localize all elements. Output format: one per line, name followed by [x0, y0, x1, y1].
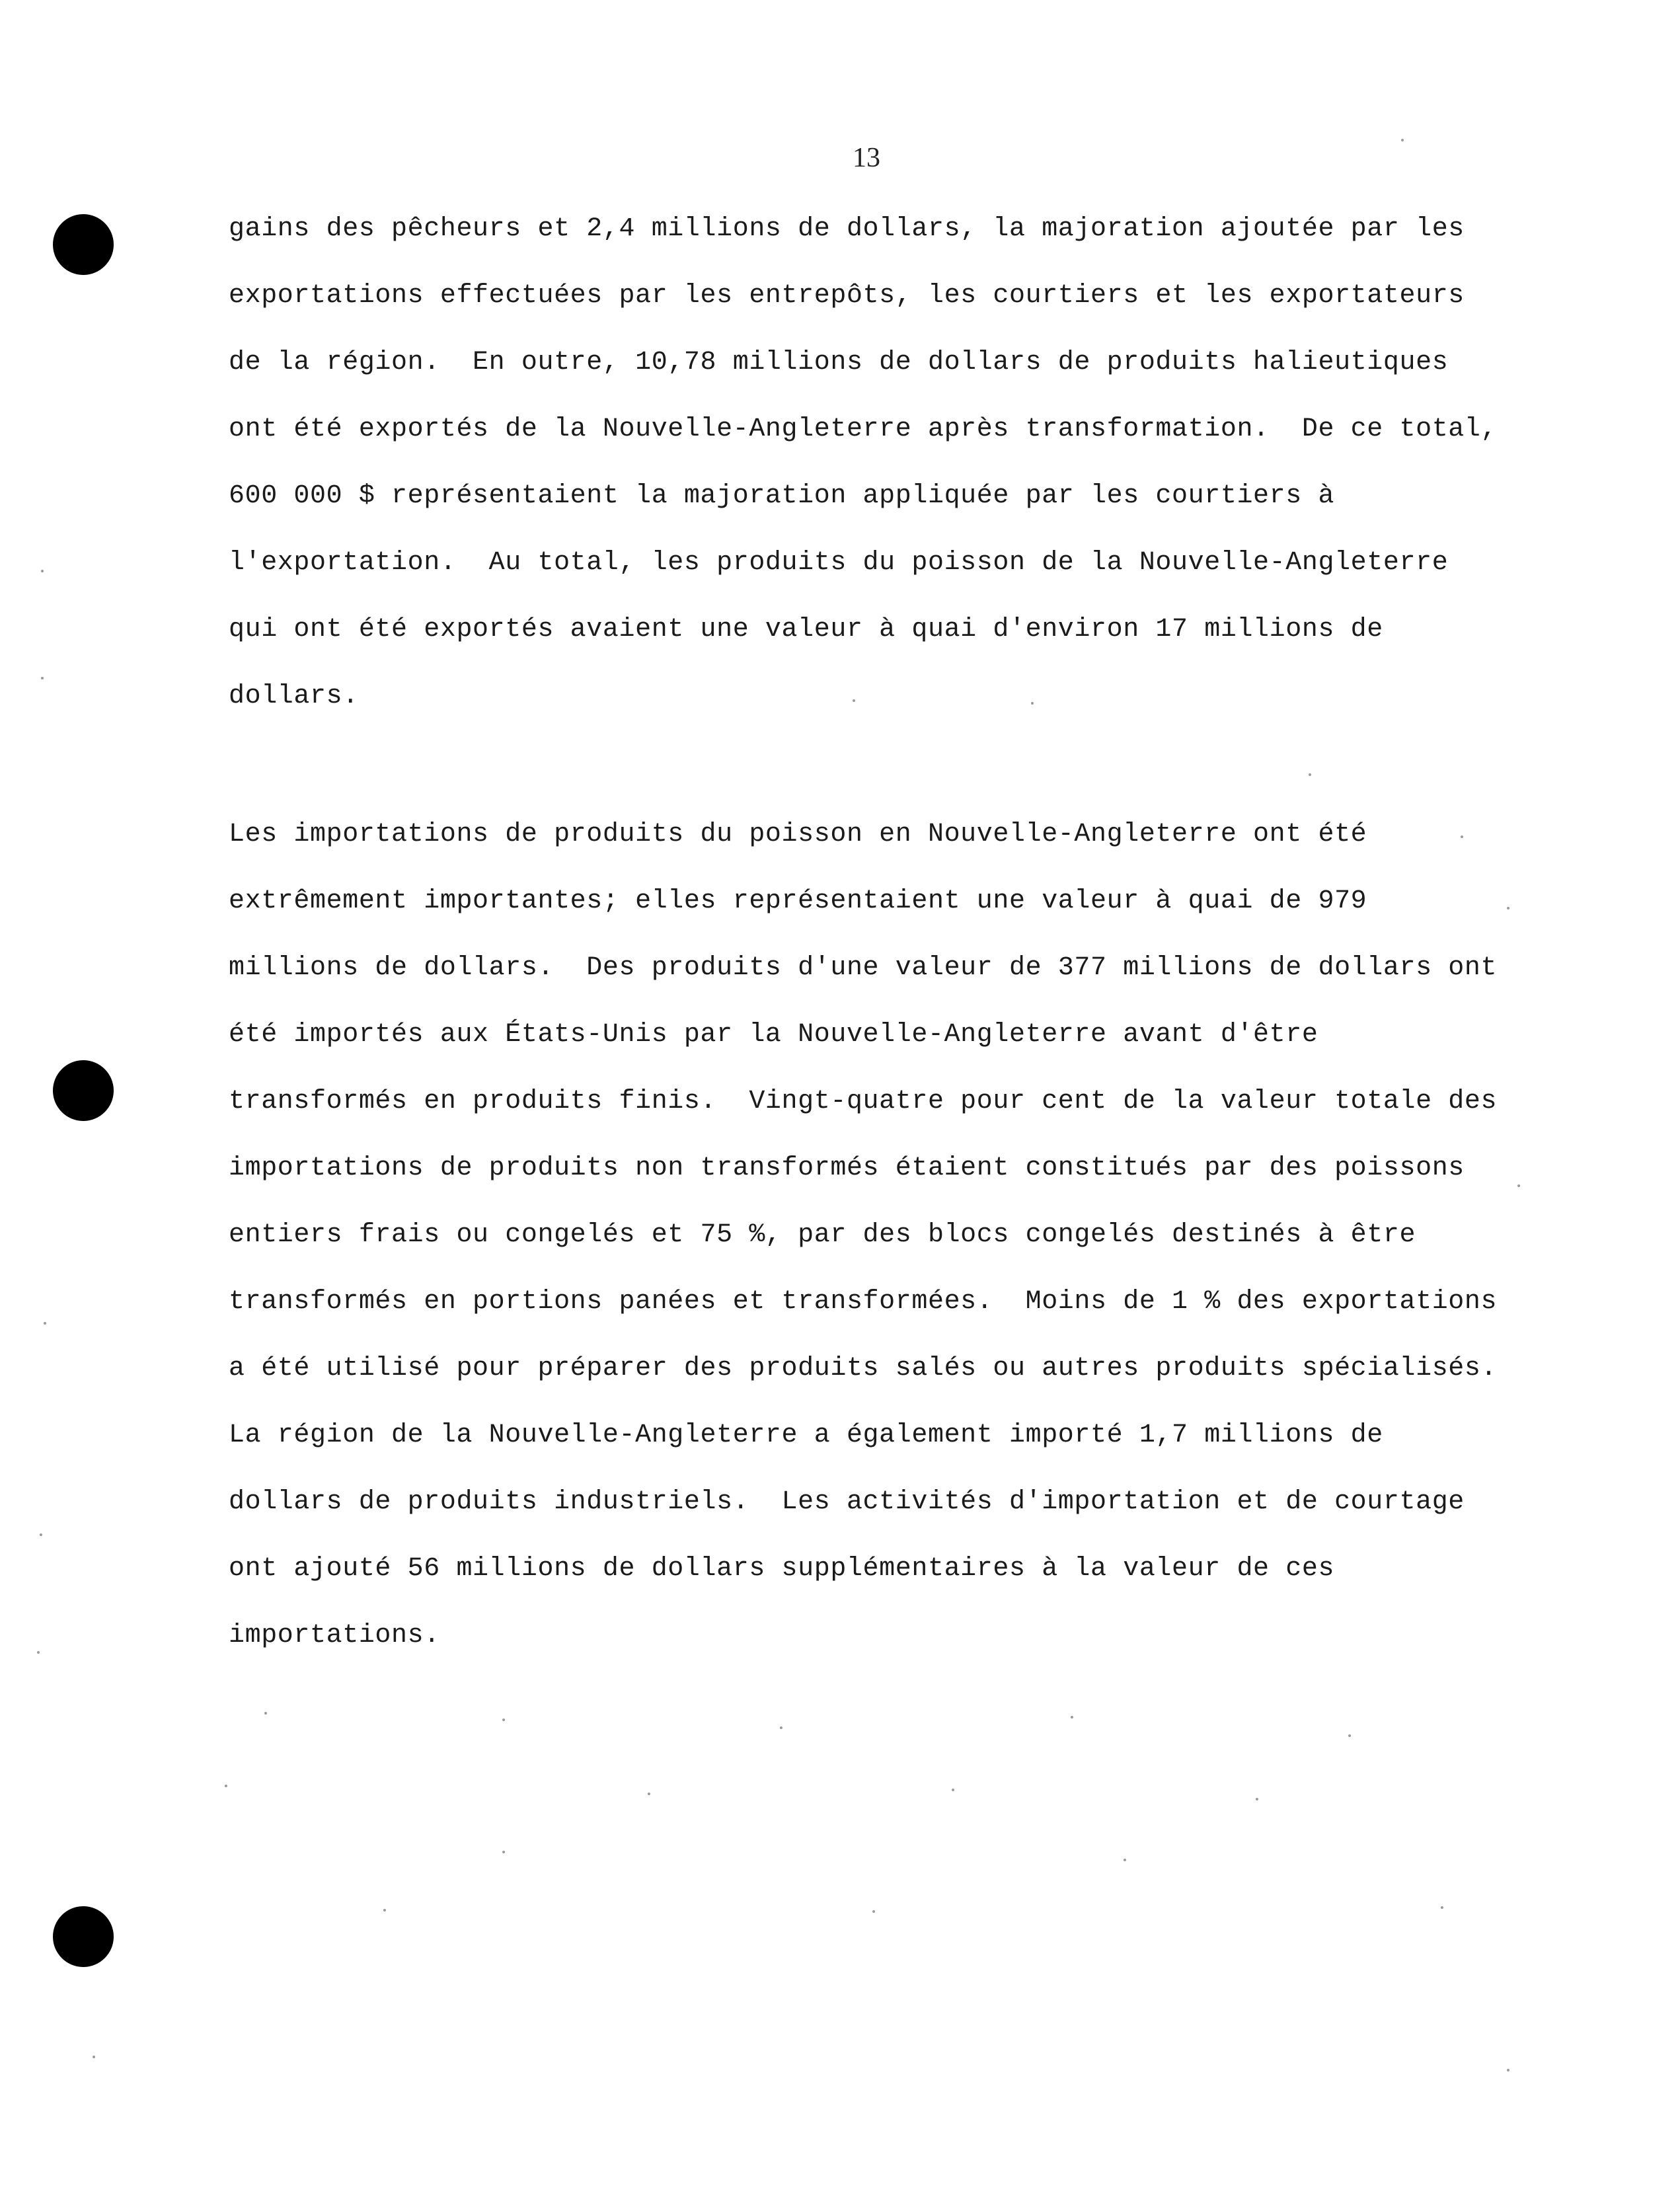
text-line: de la région. En outre, 10,78 millions de dollars de produits halieutiques [229, 348, 1449, 377]
text-line: entiers frais ou congelés et 75 %, par des blocs congelés destinés à être [229, 1220, 1416, 1250]
scan-speck [1507, 2069, 1509, 2071]
text-line: Les importations de produits du poisson en Nouvelle-Angleterre ont été [229, 820, 1367, 849]
text-line: La région de la Nouvelle-Angleterre a également importé 1,7 millions de [229, 1420, 1383, 1450]
punch-hole-bottom [53, 1906, 114, 1967]
scan-speck [225, 1785, 227, 1787]
scan-speck [1401, 139, 1404, 141]
scan-speck [44, 1322, 46, 1325]
scan-speck [383, 1909, 386, 1912]
punch-hole-middle [53, 1060, 114, 1121]
scan-speck [37, 1651, 40, 1654]
scan-speck [1461, 835, 1463, 838]
text-line: importations. [229, 1621, 440, 1650]
text-line: transformés en portions panées et transformées. Moins de 1 % des exportations [229, 1287, 1498, 1317]
text-line: transformés en produits finis. Vingt-quatre pour cent de la valeur totale des [229, 1087, 1498, 1116]
paragraph-imports [229, 801, 1531, 1669]
text-line: 600 000 $ représentaient la majoration appliquée par les courtiers à [229, 481, 1335, 511]
scan-speck [1031, 702, 1034, 705]
scan-speck [93, 2056, 95, 2058]
text-line: millions de dollars. Des produits d'une valeur de 377 millions de dollars ont [229, 953, 1498, 983]
text-line: dollars de produits industriels. Les activités d'importation et de courtage [229, 1487, 1465, 1517]
scan-speck [1256, 1798, 1258, 1800]
scan-speck [952, 1789, 954, 1791]
text-line: ont été exportés de la Nouvelle-Angleterre après transformation. De ce total, [229, 414, 1498, 444]
scan-speck [780, 1726, 783, 1729]
scan-speck [853, 699, 855, 702]
scan-speck [1517, 1184, 1520, 1187]
paragraph-exports [229, 196, 1531, 730]
punch-hole-top [53, 214, 114, 275]
scan-speck [41, 677, 44, 679]
text-line: a été utilisé pour préparer des produits salés ou autres produits spécialisés. [229, 1354, 1498, 1383]
scan-speck [1124, 1859, 1126, 1861]
scan-speck [41, 570, 44, 572]
text-line: exportations effectuées par les entrepôts, les courtiers et les exportateurs [229, 281, 1465, 311]
scan-speck [264, 1712, 267, 1715]
text-line: qui ont été exportés avaient une valeur à quai d'environ 17 millions de [229, 615, 1383, 644]
text-line: extrêmement importantes; elles représentaient une valeur à quai de 979 [229, 886, 1367, 916]
text-line: ont ajouté 56 millions de dollars supplémentaires à la valeur de ces [229, 1554, 1335, 1584]
scan-speck [1441, 1906, 1443, 1909]
scan-speck [1309, 773, 1311, 776]
scan-speck [1071, 1716, 1073, 1719]
scan-speck [40, 1533, 42, 1536]
text-line: dollars. [229, 681, 359, 711]
scan-speck [502, 1851, 505, 1853]
scan-speck [1348, 1734, 1351, 1737]
scan-speck [648, 1793, 650, 1795]
text-line: gains des pêcheurs et 2,4 millions de dollars, la majoration ajoutée par les [229, 214, 1465, 244]
scan-speck [1507, 907, 1509, 909]
scan-speck [872, 1910, 875, 1913]
text-line: été importés aux États-Unis par la Nouvelle-Angleterre avant d'être [229, 1020, 1318, 1050]
page-number: 13 [853, 143, 880, 173]
scan-speck [502, 1719, 505, 1721]
text-line: importations de produits non transformés étaient constitués par des poissons [229, 1153, 1465, 1183]
text-line: l'exportation. Au total, les produits du poisson de la Nouvelle-Angleterre [229, 548, 1449, 578]
